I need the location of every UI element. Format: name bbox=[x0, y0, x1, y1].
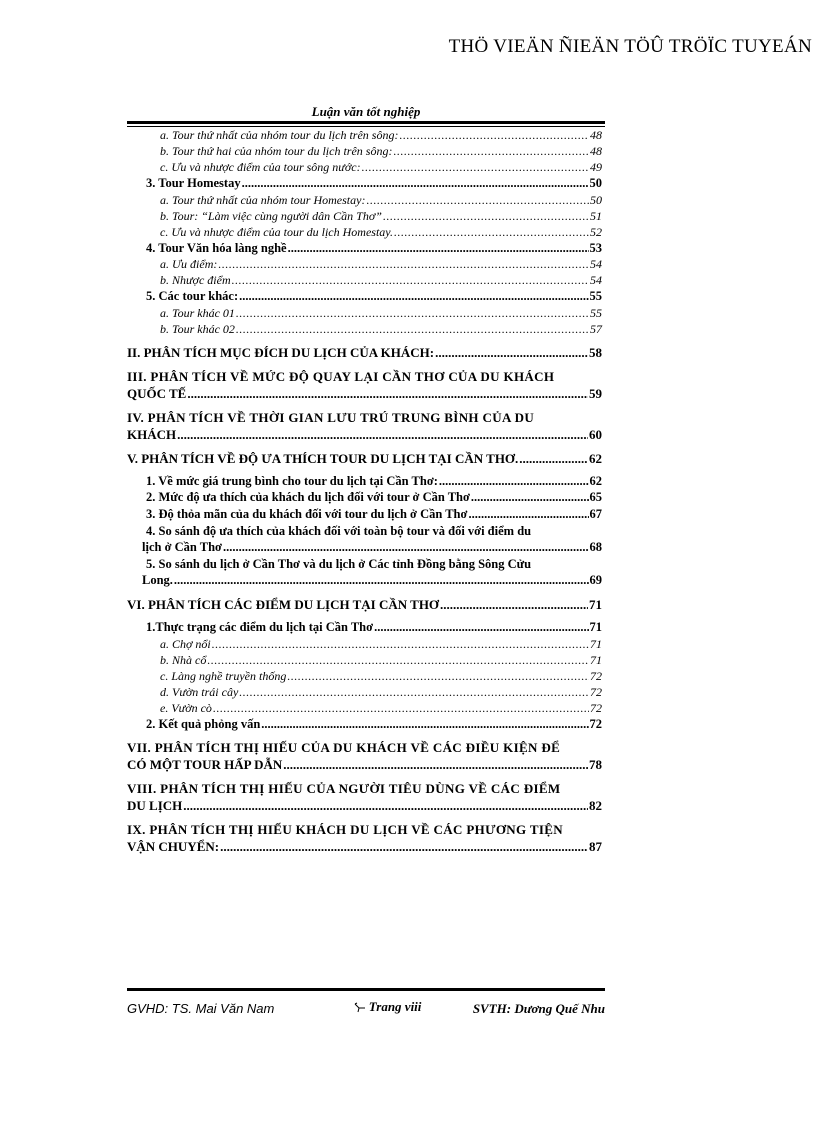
toc-entry-label: a. Tour thứ nhất của nhóm tour Homestay: bbox=[160, 192, 366, 207]
toc-leader bbox=[212, 636, 589, 652]
toc-section-page: 71 bbox=[589, 596, 602, 612]
toc-entry-label: c. Ưu và nhược điểm của tour du lịch Homestay. bbox=[160, 224, 393, 239]
toc-leader bbox=[468, 506, 588, 523]
toc-section-label-cont: KHÁCH bbox=[127, 426, 177, 442]
toc-section[interactable] bbox=[127, 368, 602, 402]
toc-entry-page: 54 bbox=[590, 257, 602, 272]
toc-section-label: VIII. PHÂN TÍCH THỊ HIẾU CỦA NGƯỜI TIÊU DÙNG VỀ CÁC ĐIỂM bbox=[127, 781, 561, 797]
toc-entry[interactable] bbox=[146, 240, 602, 257]
toc-leader bbox=[232, 272, 589, 288]
toc-entry[interactable] bbox=[146, 716, 602, 733]
footer-advisor: GVHD: TS. Mai Văn Nam bbox=[127, 1000, 275, 1016]
toc-leader bbox=[174, 572, 589, 589]
toc-entry-label: a. Ưu điểm: bbox=[160, 257, 218, 272]
toc-section[interactable] bbox=[127, 409, 602, 443]
toc-entry-page: 55 bbox=[590, 305, 602, 320]
toc-leader bbox=[239, 684, 589, 700]
toc-entry-label: a. Tour khác 01 bbox=[160, 305, 235, 320]
toc-entry-page: 55 bbox=[589, 289, 602, 304]
toc-entry-label-cont: lịch ở Cần Thơ bbox=[142, 540, 222, 555]
toc-leader bbox=[218, 256, 589, 272]
toc-entry-label-cont: Long. bbox=[142, 573, 173, 588]
toc-entry[interactable] bbox=[146, 506, 602, 523]
toc-section-label: II. PHÂN TÍCH MỤC ĐÍCH DU LỊCH CỦA KHÁCH: bbox=[127, 344, 435, 360]
toc-entry-page: 52 bbox=[590, 224, 602, 239]
toc-leader bbox=[261, 716, 588, 733]
toc-leader bbox=[223, 539, 589, 556]
footer-student: SVTH: Dương Quế Nhu bbox=[472, 1000, 605, 1016]
toc-entry[interactable] bbox=[146, 305, 602, 321]
toc-section-page: 87 bbox=[589, 839, 602, 855]
toc-entry-page: 71 bbox=[590, 636, 602, 651]
toc-entry-page: 48 bbox=[590, 144, 602, 158]
toc-entry-label: c. Ưu và nhược điểm của tour sông nước: bbox=[160, 160, 361, 174]
toc-section-label-cont: DU LỊCH bbox=[127, 798, 183, 814]
toc-entry-page: 50 bbox=[590, 192, 602, 207]
toc-leader bbox=[374, 619, 588, 636]
toc-entry-label: b. Tour: “Làm việc cùng người dân Cần Thơ” bbox=[160, 208, 382, 223]
toc-entry-page: 71 bbox=[590, 652, 602, 667]
toc-entry[interactable] bbox=[146, 272, 602, 288]
toc-leader bbox=[288, 240, 589, 257]
toc-entry-page: 51 bbox=[590, 208, 602, 223]
toc-entry[interactable] bbox=[142, 556, 602, 589]
toc-entry-page: 48 bbox=[590, 128, 602, 142]
toc-entry[interactable] bbox=[142, 523, 602, 556]
toc-entry-label: 4. So sánh độ ưa thích của khách đối với toàn bộ tour và đối với điểm du bbox=[146, 523, 532, 538]
toc-entry-label: 2. Kết quả phỏng vấn bbox=[146, 716, 261, 731]
toc-leader bbox=[471, 489, 589, 506]
toc-entry[interactable] bbox=[146, 700, 602, 716]
toc-entry-label: 5. Các tour khác: bbox=[146, 289, 239, 304]
footer-divider bbox=[127, 988, 605, 991]
toc-section-page: 78 bbox=[589, 757, 602, 773]
toc-section-page: 62 bbox=[589, 450, 602, 466]
toc-entry-label: 4. Tour Văn hóa làng nghề bbox=[146, 240, 287, 255]
toc-leader bbox=[435, 344, 588, 361]
toc-entry-page: 54 bbox=[590, 273, 602, 288]
toc-leader bbox=[183, 797, 588, 814]
toc-leader bbox=[366, 192, 589, 208]
toc-leader bbox=[362, 159, 589, 175]
toc-section-label-cont: CÓ MỘT TOUR HẤP DẪN bbox=[127, 757, 283, 773]
toc-entry[interactable] bbox=[146, 256, 602, 272]
toc-entry-label: 3. Tour Homestay bbox=[146, 176, 241, 190]
toc-leader bbox=[383, 208, 589, 224]
toc-entry[interactable] bbox=[146, 224, 602, 240]
toc-leader bbox=[283, 756, 588, 773]
toc-entry-label: b. Tour khác 02 bbox=[160, 321, 235, 336]
toc-leader bbox=[207, 652, 589, 668]
pen-hand-icon bbox=[354, 1002, 366, 1013]
toc-entry[interactable] bbox=[146, 208, 602, 224]
toc-entry[interactable] bbox=[146, 473, 602, 490]
toc-entry[interactable] bbox=[146, 159, 602, 175]
library-watermark: THÖ VIEÄN ÑIEÄN TÖÛ TRÖÏC TUYEÁN bbox=[448, 36, 812, 57]
toc-entry-page: 72 bbox=[590, 700, 602, 715]
toc-entry-page: 62 bbox=[589, 473, 602, 488]
footer-page bbox=[354, 999, 422, 1015]
toc-section[interactable] bbox=[127, 780, 602, 814]
toc-entry-page: 71 bbox=[589, 619, 602, 634]
toc-entry-page: 53 bbox=[589, 240, 602, 255]
toc-leader bbox=[236, 305, 589, 321]
toc-entry[interactable] bbox=[146, 321, 602, 337]
toc-leader bbox=[440, 596, 588, 613]
toc-section[interactable] bbox=[127, 450, 602, 467]
toc-section-page: 60 bbox=[589, 426, 602, 442]
toc-entry[interactable] bbox=[146, 288, 602, 305]
toc-leader bbox=[394, 224, 589, 240]
toc-leader bbox=[399, 127, 589, 143]
toc-entry-page: 57 bbox=[590, 321, 602, 336]
toc-entry[interactable] bbox=[146, 143, 602, 159]
toc-leader bbox=[187, 385, 588, 402]
toc-section[interactable] bbox=[127, 596, 602, 613]
toc-section-page: 58 bbox=[589, 344, 602, 360]
toc-section-label: IX. PHÂN TÍCH THỊ HIẾU KHÁCH DU LỊCH VỀ CÁC PHƯƠNG TIỆN bbox=[127, 822, 564, 838]
toc-entry[interactable] bbox=[146, 192, 602, 208]
toc-leader bbox=[213, 700, 589, 716]
toc-section-label: V. PHÂN TÍCH VỀ ĐỘ ƯA THÍCH TOUR DU LỊCH TẠI CẦN THƠ. bbox=[127, 450, 519, 466]
toc-entry-label: 3. Độ thỏa mãn của du khách đối với tour du lịch ở Cần Thơ bbox=[146, 506, 468, 521]
page-header-title: Luận văn tốt nghiệp bbox=[311, 104, 421, 119]
toc-entry-page: 69 bbox=[589, 573, 602, 588]
toc-entry-label: c. Làng nghề truyền thống bbox=[160, 668, 287, 683]
toc-entry-page: 49 bbox=[590, 160, 602, 174]
toc-entry-label: 1.Thực trạng các điểm du lịch tại Cần Thơ bbox=[146, 619, 374, 634]
toc-entry-page: 72 bbox=[589, 716, 602, 731]
toc-entry[interactable] bbox=[146, 127, 602, 143]
toc-entry-label: b. Nhược điểm bbox=[160, 273, 231, 288]
toc-section[interactable] bbox=[127, 821, 602, 855]
toc-entry-label: b. Nhà cổ bbox=[160, 652, 207, 667]
toc-section-label: IV. PHÂN TÍCH VỀ THỜI GIAN LƯU TRÚ TRUNG BÌNH CỦA DU bbox=[127, 409, 535, 425]
toc-leader bbox=[220, 838, 588, 855]
toc-entry-label: a. Tour thứ nhất của nhóm tour du lịch trên sông: bbox=[160, 128, 399, 142]
toc-leader bbox=[439, 473, 589, 490]
toc-entry[interactable] bbox=[146, 684, 602, 700]
toc-leader bbox=[519, 450, 588, 467]
toc-entry[interactable] bbox=[146, 619, 602, 636]
toc-section-page: 82 bbox=[589, 798, 602, 814]
toc-leader bbox=[393, 143, 589, 159]
toc-section-label: VII. PHÂN TÍCH THỊ HIẾU CỦA DU KHÁCH VỀ CÁC ĐIỀU KIỆN ĐỂ bbox=[127, 740, 561, 756]
toc-entry[interactable] bbox=[146, 652, 602, 668]
toc-entry[interactable] bbox=[146, 489, 602, 506]
toc-section[interactable] bbox=[127, 344, 602, 361]
toc-entry-page: 72 bbox=[590, 684, 602, 699]
toc-entry[interactable] bbox=[146, 668, 602, 684]
toc-section[interactable] bbox=[127, 739, 602, 773]
toc-section-label-cont: QUỐC TẾ bbox=[127, 385, 187, 401]
toc-section-label: III. PHÂN TÍCH VỀ MỨC ĐỘ QUAY LẠI CẦN THƠ CỦA DU KHÁCH bbox=[127, 368, 555, 384]
toc-leader bbox=[177, 426, 588, 443]
toc-entry-label: 5. So sánh du lịch ở Cần Thơ và du lịch ở Các tỉnh Đồng bằng Sông Cửu bbox=[146, 556, 532, 571]
toc-entry-page: 72 bbox=[590, 668, 602, 683]
toc-entry[interactable] bbox=[146, 636, 602, 652]
toc-leader bbox=[236, 321, 589, 337]
toc-section-page: 59 bbox=[589, 385, 602, 401]
toc-entry-page: 65 bbox=[589, 490, 602, 505]
toc-leader bbox=[242, 175, 589, 192]
toc-entry-label: 2. Mức độ ưa thích của khách du lịch đối với tour ở Cần Thơ bbox=[146, 490, 470, 505]
toc-entry-label: a. Chợ nổi bbox=[160, 636, 211, 651]
toc-section-label: VI. PHÂN TÍCH CÁC ĐIỂM DU LỊCH TẠI CẦN THƠ bbox=[127, 596, 440, 612]
toc-entry-label: e. Vườn cò bbox=[160, 700, 212, 715]
toc-entry-page: 50 bbox=[589, 176, 602, 190]
toc-leader bbox=[287, 668, 589, 684]
toc-entry[interactable] bbox=[146, 175, 602, 192]
toc-entry-page: 67 bbox=[589, 506, 602, 521]
toc-leader bbox=[239, 288, 588, 305]
toc-section-label-cont: VẬN CHUYỂN: bbox=[127, 839, 220, 855]
footer-page-label: Trang viii bbox=[368, 999, 422, 1014]
toc-entry-label: d. Vườn trái cây bbox=[160, 684, 239, 699]
toc-entry-label: b. Tour thứ hai của nhóm tour du lịch trên sông: bbox=[160, 144, 393, 158]
page-footer bbox=[127, 999, 605, 1017]
toc-entry-label: 1. Về mức giá trung bình cho tour du lịch tại Cần Thơ: bbox=[146, 473, 438, 488]
toc-entry-page: 68 bbox=[589, 540, 602, 555]
table-of-contents bbox=[127, 127, 602, 855]
